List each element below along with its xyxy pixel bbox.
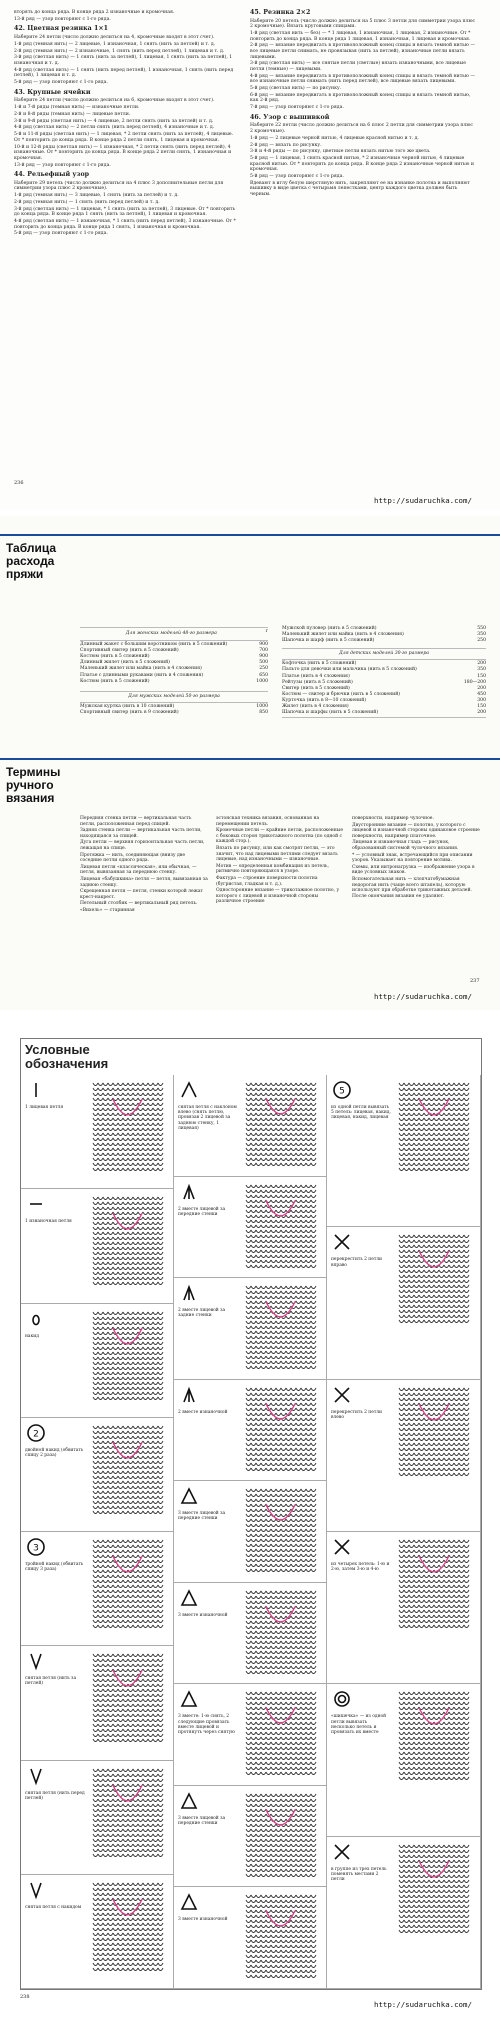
legend-entry xyxy=(327,1075,481,1227)
title-line: Условные xyxy=(25,1042,90,1057)
symbols-legend xyxy=(20,1038,482,1990)
knit-swatch-illustration xyxy=(397,1843,471,1933)
item-name: Костюм (нить в 5 сложений) xyxy=(80,654,150,660)
legend-symbol xyxy=(331,1536,353,1560)
legend-label: в группе из трех петель поменять местами 2 петли xyxy=(331,1866,387,1883)
item-name: Шапочка и шарф (нить в 5 сложений) xyxy=(282,638,375,644)
item-value: 200 xyxy=(477,710,486,716)
legend-label: 3 вместе изнаночной xyxy=(178,1612,228,1618)
5-symbol-icon xyxy=(331,1079,353,1101)
text-line: Вдевают в иглу белую шерстяную нить, закрепляют ее на изнанке полотна и выполняют вышивку в виде цветка с четырьмя лепестками, центр каждого цветка должен быть черным. xyxy=(250,180,472,198)
legend-swatch xyxy=(91,1310,164,1400)
legend-label: 2 вместе лицевой за передние стенки xyxy=(178,1206,226,1217)
legend-swatch xyxy=(244,1792,317,1880)
item-value: 850 xyxy=(259,709,268,715)
2v-symbol-icon xyxy=(178,1282,200,1304)
page-236-left-column xyxy=(14,10,236,238)
legend-swatch xyxy=(91,1881,164,1971)
legend-swatch xyxy=(244,1284,317,1372)
legend-swatch xyxy=(244,1487,317,1575)
item-name: Рейтузы (нить в 5 сложений) xyxy=(282,679,353,685)
legend-swatch xyxy=(91,1538,164,1628)
legend-swatch xyxy=(91,1652,164,1742)
text-line: 13-й ряд — узор повторяют с 1-го ряда. xyxy=(14,162,111,168)
term-entry: Фактура — строение поверхности полотна (бугристая, гладкая и т. д.). xyxy=(216,875,318,887)
legend-swatch xyxy=(244,1386,317,1474)
section-title-43: 43. Крупные ячейки xyxy=(14,88,91,96)
term-entry: «Вихель» — старинная xyxy=(80,907,135,913)
item-value: 200 xyxy=(477,661,486,667)
3v-symbol-icon xyxy=(178,1891,200,1913)
legend-swatch xyxy=(397,1386,471,1476)
legend-label: 3 вместе изнаночной xyxy=(178,1917,228,1923)
knit-swatch-illustration xyxy=(397,1081,471,1171)
item-value: 180—200 xyxy=(463,679,486,685)
legend-label: 2 вместе лицевой за задние стенки xyxy=(178,1308,226,1319)
2-symbol-icon xyxy=(25,1422,47,1444)
table-caption-row xyxy=(80,629,268,639)
text-line: Наберите 22 петли (число должно делиться на 6 плюс 2 петли для симметрии узора плюс 2 кромочные). xyxy=(250,123,475,134)
item-value: 300 xyxy=(477,697,486,703)
text-line: 3-й ряд (светлая нить) — 1 лицевая, * 1 снять (нить за петлей), 3 лицевые. От * повторить до конца ряда. В конце ряда 1 снять (нить за петлей), 1 лицевая и кромочная. xyxy=(14,206,237,218)
legend-label: из четырех петель: 1-ю и 2-ю, затем 3-ю и 4-ю xyxy=(331,1562,390,1573)
section-divider xyxy=(0,534,500,536)
legend-symbol xyxy=(25,1765,47,1789)
legend-swatch xyxy=(244,1589,317,1677)
legend-label: снятая петля (нить за петлей) xyxy=(25,1676,77,1687)
legend-symbol xyxy=(178,1384,200,1408)
divider xyxy=(80,702,268,703)
divider xyxy=(80,640,268,641)
term-entry: Вязать по рисунку, или как смотрят петли, — это значит, что над лицевыми петлями следует вязать лицевые, над изнаночными — изнаночные. xyxy=(216,845,338,863)
legend-symbol xyxy=(25,1422,47,1446)
3v-symbol-icon xyxy=(178,1485,200,1507)
legend-swatch xyxy=(244,1690,317,1778)
term-entry: Лицевая и изнаночная гладь — рисунок, образованный системой чулочного вязания. xyxy=(352,840,459,851)
terms-heading xyxy=(6,766,60,805)
legend-entry xyxy=(327,1532,481,1684)
legend-symbol xyxy=(331,1384,353,1408)
heading-line: расхода xyxy=(6,554,55,568)
divider xyxy=(80,691,268,692)
legend-label: двойной накид (обвитать спицу 2 раза) xyxy=(25,1447,84,1458)
x-symbol-icon xyxy=(331,1536,353,1558)
legend-symbol xyxy=(178,1282,200,1306)
term-entry: Передняя стенка петли — вертикальная часть петли, расположенная перед спицей. xyxy=(80,816,192,827)
item-value: 200 xyxy=(477,685,486,691)
legend-swatch xyxy=(244,1183,317,1271)
item-name: Мужская куртка (нить в 10 сложений) xyxy=(80,703,175,709)
legend-label: 1 лицевая петля xyxy=(25,1105,64,1110)
text-line: 5-й и 11-й ряды (светлая нить) — 1 лицевая, * 2 петли снять (нить за петлей), 4 лицевые. От * повторить до конца ряда. В конце ряда 2 петли снять, 1 лицевая и кромочная. xyxy=(14,132,235,143)
text-line: 2-й ряд — вязание передвигать в противоположный конец спицы и вязать темной нитью — все лицевые петли снимать, не провязывая (нить за петлей), изнаночные петли вязать лицевыми. xyxy=(250,43,477,60)
legend-symbol xyxy=(178,1079,200,1103)
item-name: Свитер (нить в 5 сложений) xyxy=(282,685,350,691)
item-name: Спортивный свитер (нить в 5 сложений) xyxy=(80,648,179,654)
text-line: 4-й ряд — вязание передвигать в противоположный конец спицы и вязать темной нитью — все изнаночные петли снимать (нить перед петлей), все лицевые вязать лицевыми. xyxy=(250,73,477,85)
legend-label: 3 вместе лицевой за передние стенки xyxy=(178,1511,226,1522)
table-row xyxy=(80,679,268,685)
text-line: 3-й ряд (светлая нить) — все снятые петли (светлые) вязать изнаночными, все лицевые петли (темные) — лицевыми. xyxy=(250,61,468,72)
v-symbol-icon xyxy=(25,1879,47,1901)
svg-text:2: 2 xyxy=(33,1429,39,1440)
section-title-45: 45. Резинка 2×2 xyxy=(250,9,311,16)
o-symbol-icon xyxy=(25,1308,47,1330)
legend-symbol xyxy=(25,1079,47,1103)
legend-symbol xyxy=(25,1879,47,1903)
knit-swatch-illustration xyxy=(244,1183,317,1271)
text-line: 2-й ряд (темная нить) — 1 снять (нить перед петлей) и т. д. xyxy=(14,199,160,205)
term-entry: Петельный столбик — вертикальный ряд петель. xyxy=(80,901,198,907)
item-value: 250 xyxy=(477,638,486,644)
item-name: Платье (нить в 4 сложения) xyxy=(282,673,350,679)
item-name: Длинный жилет (нить в 5 сложений) xyxy=(80,660,170,666)
legend-symbol xyxy=(25,1308,47,1332)
text-line: Наберите 29 петель (число должно делиться на 4 плюс 3 дополнительные петли для симметрии узора плюс 2 кромочные). xyxy=(14,180,225,192)
knit-swatch-illustration xyxy=(244,1487,317,1575)
legend-symbol xyxy=(25,1536,47,1560)
legend-label: снятая петля (нить перед петлей) xyxy=(25,1790,85,1801)
item-name: Костюм (нить в 5 сложений) xyxy=(80,678,150,684)
legend-entry xyxy=(174,1075,327,1177)
legend-entry xyxy=(174,1177,327,1279)
item-value: 900 xyxy=(259,642,268,648)
@-symbol-icon xyxy=(331,1688,353,1710)
title-line: обозначения xyxy=(25,1056,109,1071)
text-line: 1-й ряд — 2 лицевые черной нитью, 4 лицевые красной нитью и т. д. xyxy=(250,135,419,141)
yarn-table-right xyxy=(282,626,486,719)
legend-swatch xyxy=(91,1195,164,1285)
legend-swatch xyxy=(91,1081,164,1171)
terms-column-1 xyxy=(80,816,208,915)
text-line: вторять до конца ряда. В конце ряда 2 изнаночные и кромочная. xyxy=(14,10,175,15)
legend-entry xyxy=(21,1304,174,1418)
text-line: 13-й ряд — узор повторяют с 1-го ряда. xyxy=(14,16,111,22)
legend-entry xyxy=(174,1481,327,1583)
yarn-table-heading xyxy=(6,542,56,581)
text-line: 2-й ряд (темная нить) — 2 изнаночные, 1 снять (нить перед петлей), 1 лицевая и т. д. xyxy=(14,48,225,54)
text-line: 5-й ряд — 1 лицевая, 1 снять красной нитью, * 2 изнаночные черной нитью, 4 лицевые красной нитью. От * повторить до конца ряда. В конце ряда 2 изнаночные черной нитью и кромочная. xyxy=(250,156,476,173)
term-entry: эстонская техника вязания, основанная на перемещении петель. xyxy=(216,816,320,827)
x-symbol-icon xyxy=(331,1841,353,1863)
item-name: Курточка (нить в 8—10 сложений) xyxy=(282,697,367,703)
legend-entry xyxy=(174,1583,327,1685)
legend-entry xyxy=(327,1227,481,1379)
legend-entry xyxy=(21,1418,174,1532)
legend-symbol xyxy=(178,1688,200,1712)
legend-entry xyxy=(174,1786,327,1888)
term-entry: * — условный знак, встречающийся при описании узоров. Указывает на повторение мотива. xyxy=(352,852,473,864)
item-name: Шапочка и шарфы (нить в 5 сложений) xyxy=(282,710,379,716)
table-caption: Для мужских моделей 50-го размера xyxy=(128,693,220,699)
2v-symbol-icon xyxy=(178,1384,200,1406)
legend-label: перекрестить 2 петли вправо xyxy=(331,1257,382,1268)
legend-entry xyxy=(174,1684,327,1786)
legend-entry xyxy=(21,1532,174,1646)
item-name: Длинный жакет с большим воротником (нить в 5 сложений) xyxy=(80,642,228,648)
term-entry: поверхности, например чулочное. xyxy=(352,816,434,821)
knit-swatch-illustration xyxy=(91,1081,164,1171)
page-number: 236 xyxy=(14,480,24,486)
legend-swatch xyxy=(91,1424,164,1514)
legend-swatch xyxy=(244,1081,317,1169)
knit-swatch-illustration xyxy=(244,1081,317,1169)
legend-label: накид xyxy=(25,1333,39,1339)
knit-swatch-illustration xyxy=(244,1284,317,1372)
3v-symbol-icon xyxy=(178,1587,200,1609)
item-name: Платье с длинными рукавами (нить в 4 сложения) xyxy=(80,672,204,678)
terms-column-3 xyxy=(352,816,482,900)
term-entry: Односторонние вязание — трикотажное полотно, у которого с лицевой и изнаночной стороны различное строение xyxy=(216,888,340,905)
knit-swatch-illustration xyxy=(244,1893,317,1981)
legend-symbol xyxy=(331,1231,353,1255)
legend-symbol xyxy=(25,1193,47,1217)
legend-entry xyxy=(327,1837,481,1989)
sl-symbol-icon xyxy=(178,1079,200,1101)
bar-symbol-icon xyxy=(25,1079,47,1101)
page-237 xyxy=(0,516,500,1010)
legend-entry xyxy=(21,1875,174,1989)
item-value: 900 xyxy=(259,654,268,660)
text-line: 1-й ряд (светлая нить — без) — * 1 лицевая, 1 изнаночная, 1 лицевая, 2 изнаночные. От * повторить до конца ряда. В конце ряда 1 лицевая, 1 изнаночная, 1 лицевая и кромочная. xyxy=(250,30,472,42)
knit-swatch-illustration xyxy=(397,1690,471,1780)
knit-swatch-illustration xyxy=(91,1538,164,1628)
legend-symbol xyxy=(178,1891,200,1915)
yarn-table-left xyxy=(80,626,268,716)
legend-entry xyxy=(174,1278,327,1380)
legend-symbol xyxy=(331,1841,353,1865)
3v-symbol-icon xyxy=(178,1688,200,1710)
text-line: 10-й и 12-й ряды (светлая нить) — 1 изнаночная, * 2 петли снять (нить перед петлей), 4 изнаночные. От * повторить до конца ряда. В конце ряда 2 петли снять, 1 изнаночная и кромочная. xyxy=(14,144,233,161)
text-line: Наберите 24 петли (число должно делиться на 4, кромочные входят в этот счет). xyxy=(14,34,215,40)
legend-symbol xyxy=(178,1790,200,1814)
legend-label: перекрестить 2 петли влево xyxy=(331,1409,382,1420)
text-line: Наберите 24 петли (число должно делиться на 6, кромочные входят в этот счет). xyxy=(14,98,215,104)
legend-swatch xyxy=(397,1081,471,1171)
term-entry: Лицевая петля «классическая», или обычная, — петля, вывязанная за переднюю стенку. xyxy=(80,864,197,876)
svg-text:5: 5 xyxy=(339,1086,345,1097)
knit-swatch-illustration xyxy=(91,1881,164,1971)
item-value: 650 xyxy=(259,672,268,678)
divider xyxy=(282,648,486,649)
text-line: 4-й ряд (светлая нить) — 2 петли снять (нить перед петлей), 4 изнаночные и т. д. xyxy=(14,125,215,131)
heading-line: вязания xyxy=(6,791,55,805)
legend-swatch xyxy=(397,1233,471,1323)
unit-label: г xyxy=(265,629,268,634)
item-name: Спортивный свитер (нить в 9 сложений) xyxy=(80,709,179,715)
text-line: 5-й ряд — узор повторяют с 1-го ряда. xyxy=(14,231,108,237)
item-value: 700 xyxy=(259,648,268,654)
legend-title xyxy=(25,1043,108,1071)
legend-symbol xyxy=(25,1650,47,1674)
v-symbol-icon xyxy=(25,1650,47,1672)
legend-label: из одной петли вывязать 5 петель: лицевая, накид, лицевая, накид, лицевая xyxy=(331,1105,391,1121)
v-symbol-icon xyxy=(25,1765,47,1787)
2v-symbol-icon xyxy=(178,1181,200,1203)
legend-symbol xyxy=(178,1181,200,1205)
term-entry: Вспомогательная нить — хлопчатобумажная недорогая нить (чаще всего штапель), которую используют при обработке трикотажных деталей. После окончания вязания ее удаляют. xyxy=(352,876,472,899)
text-line: 7-й ряд — узор повторяют с 1-го ряда. xyxy=(250,105,344,111)
text-line: 3-й и 9-й ряды (светлая нить) — 4 лицевые, 2 петли снять (нить за петлей) и т. д. xyxy=(14,118,214,124)
watermark-url: http://sudaruchka.com/ xyxy=(374,2000,472,2009)
legend-label: тройной накид (обвитать спицу 3 раза) xyxy=(25,1562,84,1573)
item-value: 150 xyxy=(477,704,486,710)
divider xyxy=(282,717,486,718)
section-title-44: 44. Рельефный узор xyxy=(14,171,90,179)
legend-symbol xyxy=(178,1485,200,1509)
table-row xyxy=(80,710,268,716)
term-entry: Дуга петли — верхняя горизонтальная часть петли, лежащая на спице. xyxy=(80,840,205,851)
term-entry: Протяжка — нить, соединяющая (внизу две соседние петли одного ряда. xyxy=(80,852,185,864)
term-entry: Мотив — определенная комбинация из петель, ритмично повторяющаяся в узоре. xyxy=(216,863,329,875)
terms-column-2 xyxy=(216,816,344,906)
text-line: Наберите 20 петель (число должно делиться на 5 плюс 3 петли для симметрии узора плюс 2 кромочные). Вязать круговыми спицами. xyxy=(250,18,477,30)
legend-label: «шишечка» — из одной петли вывязать несколько петель и провязать их вместе xyxy=(331,1714,387,1735)
legend-swatch xyxy=(91,1767,164,1857)
legend-swatch xyxy=(397,1538,471,1628)
legend-swatch xyxy=(397,1843,471,1933)
legend-label: 1 изнаночная петля xyxy=(25,1219,72,1225)
term-entry: Лицевая «бабушкина» петля — петля, вывязанная за заднюю стенку. xyxy=(80,876,208,888)
text-line: 5-й ряд — узор повторяют с 1-го ряда. xyxy=(250,174,344,180)
knit-swatch-illustration xyxy=(91,1424,164,1514)
text-line: 2-й ряд — вязать по рисунку. xyxy=(250,142,322,148)
knit-swatch-illustration xyxy=(91,1310,164,1400)
item-value: 1000 xyxy=(256,678,268,684)
text-line: 4-й ряд (светлая нить) — 1 снять (нить перед петлей), 1 изнаночная, 1 снять (нить перед петлей), 1 лицевая и т. д. xyxy=(14,67,235,79)
item-name: Костюм — свитер и брючки (нить в 5 сложений) xyxy=(282,691,401,697)
text-line: 1-й ряд (темная нить) — 2 лицевые, 1 изнаночная, 1 снять (нить за петлей) и т. д. xyxy=(14,41,216,47)
term-entry: Схемы, или нитронагрузка — изображение узора в виде условных знаков. xyxy=(352,864,475,876)
section-title-46: 46. Узор с вышивкой xyxy=(250,113,330,121)
legend-label: снятая петля с наклоном влево (снять петлю, провязав 2 лицевой за заднюю стенку, 1 лицевая) xyxy=(178,1105,237,1131)
text-line: 6-й ряд — вязание передвигать в противоположный конец спицы и вязать темной нитью, как 2-й ряд. xyxy=(250,92,472,104)
table-row xyxy=(282,638,486,644)
knit-swatch-illustration xyxy=(91,1195,164,1285)
item-value: 450 xyxy=(477,691,486,697)
item-name: Мужской пуловер (нить в 5 сложений) xyxy=(282,626,377,631)
page-236 xyxy=(0,0,500,510)
item-name: Пальто для девочки или мальчика (нить в 5 сложений) xyxy=(282,667,417,673)
watermark-url: http://sudaruchka.com/ xyxy=(374,992,472,1001)
heading-line: ручного xyxy=(6,778,54,792)
text-line: 3-й и 4-й ряды — по рисунку, цветные петли вязать нитью того же цвета. xyxy=(250,149,431,155)
legend-swatch xyxy=(397,1690,471,1780)
legend-entry xyxy=(174,1887,327,1989)
knit-swatch-illustration xyxy=(397,1538,471,1628)
term-entry: Двусторонние вязание — полотно, у которого с лицевой и изнаночной стороны одинаковое строение поверхности, например платочное. xyxy=(352,822,480,839)
text-line: 5-й ряд (светлая нить) — по рисунку. xyxy=(250,86,342,92)
watermark-url: http://sudaruchka.com/ xyxy=(374,496,472,505)
knit-swatch-illustration xyxy=(244,1690,317,1778)
item-value: 500 xyxy=(259,660,268,666)
legend-entry xyxy=(21,1189,174,1303)
text-line: 1-й и 7-й ряды (темная нить) — изнаночные петли. xyxy=(14,105,140,111)
table-caption: Для женских моделей 48-го размера xyxy=(125,631,217,636)
term-entry: Кромочные петли — крайние петли, расположенные с боковых сторон трикотажного полотна (по одной с каждой стор.). xyxy=(216,828,344,845)
legend-symbol xyxy=(178,1587,200,1611)
legend-label: 2 вместе изнаночной xyxy=(178,1409,228,1415)
heading-line: Таблица xyxy=(6,541,57,555)
item-name: Жилет (нить в 4 сложения) xyxy=(282,704,349,710)
legend-symbol xyxy=(331,1079,353,1103)
table-row xyxy=(282,710,486,716)
term-entry: Скрещенная петля — петля, стенки которой лежат крест-накрест. xyxy=(80,889,204,900)
legend-entry xyxy=(21,1646,174,1760)
section-divider xyxy=(0,758,500,760)
item-name: Маленький жилет или майка (нить в 4 сложения) xyxy=(282,632,404,638)
dash-symbol-icon xyxy=(25,1193,47,1215)
knit-swatch-illustration xyxy=(397,1386,471,1476)
text-line: 1-й ряд (темная нить) — 3 лицевые, 1 снять (нить за петлей) и т. д. xyxy=(14,193,179,199)
text-line: 5-й ряд — узор повторяют с 1-го ряда. xyxy=(14,80,108,86)
item-name: Маленький жилет или майка (нить в 4 сложения) xyxy=(80,666,202,672)
page-238 xyxy=(0,1016,500,2020)
divider xyxy=(80,627,268,628)
legend-entry xyxy=(327,1380,481,1532)
page-number: 237 xyxy=(470,978,480,984)
knit-swatch-illustration xyxy=(91,1767,164,1857)
item-value: 350 xyxy=(477,667,486,673)
text-line: 2-й и 8-й ряды (темная нить) — лицевые петли. xyxy=(14,111,131,117)
legend-symbol xyxy=(331,1688,353,1712)
svg-text:3: 3 xyxy=(33,1543,39,1554)
x-symbol-icon xyxy=(331,1231,353,1253)
3v-symbol-icon xyxy=(178,1790,200,1812)
knit-swatch-illustration xyxy=(397,1233,471,1323)
item-value: 250 xyxy=(259,666,268,672)
3-symbol-icon xyxy=(25,1536,47,1558)
legend-label: снятая петля с накидом xyxy=(25,1904,82,1910)
text-line: 4-й ряд (светлая нить) — 1 изнаночная, * 1 снять (нить перед петлей), 3 изнаночные. От * повторить до конца ряда. В конце ряда 1 снять, 1 изнаночная и кромочная. xyxy=(14,219,238,230)
item-value: 150 xyxy=(477,673,486,679)
legend-entry xyxy=(21,1075,174,1189)
section-title-42: 42. Цветная резинка 1×1 xyxy=(14,25,109,33)
term-entry: Задняя стенка петли — вертикальная часть петли, находящаяся за спицей. xyxy=(80,828,202,839)
knit-swatch-illustration xyxy=(244,1386,317,1474)
x-symbol-icon xyxy=(331,1384,353,1406)
heading-line: Термины xyxy=(6,765,61,779)
knit-swatch-illustration xyxy=(244,1589,317,1677)
item-value: 1000 xyxy=(256,703,268,709)
knit-swatch-illustration xyxy=(91,1652,164,1742)
item-name: Кофточка (нить в 5 сложений) xyxy=(282,661,357,667)
legend-label: 3 вместе: 1-ю снять, 2 следующие провязать вместе лицевой и протянуть через снятую xyxy=(178,1714,235,1735)
legend-label: 3 вместе лицевой за передние стенки xyxy=(178,1815,226,1827)
text-line: 3-й ряд (светлая нить) — 1 снять (нить за петлей), 1 лицевая, 1 снять (нить за петлей), 1 изнаночная и т. д. xyxy=(14,55,234,66)
legend-entry xyxy=(327,1684,481,1836)
page-236-right-column xyxy=(250,10,476,199)
knit-swatch-illustration xyxy=(244,1792,317,1880)
heading-line: пряжи xyxy=(6,567,44,581)
legend-entry xyxy=(21,1761,174,1875)
legend-swatch xyxy=(244,1893,317,1981)
item-value: 350 xyxy=(477,632,486,638)
legend-entry xyxy=(174,1380,327,1482)
page-number: 238 xyxy=(20,1994,30,2000)
table-caption: Для детских моделей 30-го размера xyxy=(338,651,430,657)
item-value: 550 xyxy=(477,626,486,631)
